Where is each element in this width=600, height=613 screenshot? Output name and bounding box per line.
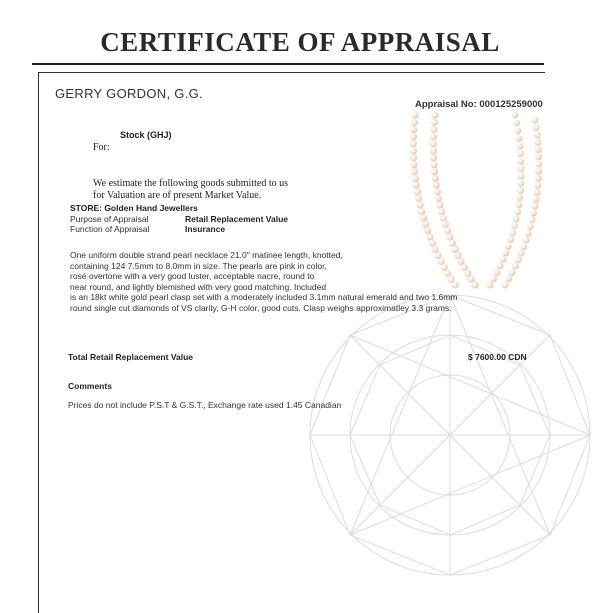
purpose-label: Purpose of Appraisal — [70, 214, 149, 224]
total-value-amount: $ 7600.00 CDN — [468, 352, 527, 362]
purpose-value: Retail Replacement Value — [185, 214, 288, 224]
description-line: is an 18kt white gold pearl clasp set with a moderately included 3.1mm natural emerald and two 1.6mm — [70, 292, 458, 303]
function-value: Insurance — [185, 224, 226, 234]
item-description — [70, 250, 530, 314]
function-label: Function of Appraisal — [70, 224, 150, 234]
for-label: For: — [93, 142, 110, 153]
description-line: One uniform double strand pearl necklace 21.0" matinee length, knotted, — [70, 250, 343, 260]
certificate-title: CERTIFICATE OF APPRAISAL — [100, 27, 500, 57]
comments-text: Prices do not include P.S.T & G.S.T., Exchange rate used 1.45 Canadian — [68, 400, 342, 410]
description-line: rosé overtone with a very good luster, acceptable nacre, round to — [70, 271, 315, 282]
description-line: round single cut diamonds of VS clarity, G-H color, good cuts. Clasp weighs approximatley 3.3 grams. — [70, 302, 452, 313]
appraiser-name: GERRY GORDON, G.G. — [55, 86, 203, 101]
total-value-label: Total Retail Replacement Value — [68, 352, 194, 362]
description-line: containing 124 7.5mm to 8.0mm in size. The pearls are pink in color, — [70, 260, 327, 271]
estimate-statement: We estimate the following goods submitted to us for Valuation are of present Market Value. — [93, 178, 289, 201]
stock-label: Stock (GHJ) — [120, 130, 172, 140]
description-line: near round, and lightly blemished with very good matching. Included — [70, 281, 327, 292]
appraisal-number: Appraisal No: 000125259000 — [415, 99, 543, 110]
comments-heading: Comments — [68, 381, 112, 391]
certificate-frame — [38, 72, 545, 613]
store-name: STORE: Golden Hand Jewellers — [70, 203, 198, 213]
top-rule — [32, 63, 544, 65]
